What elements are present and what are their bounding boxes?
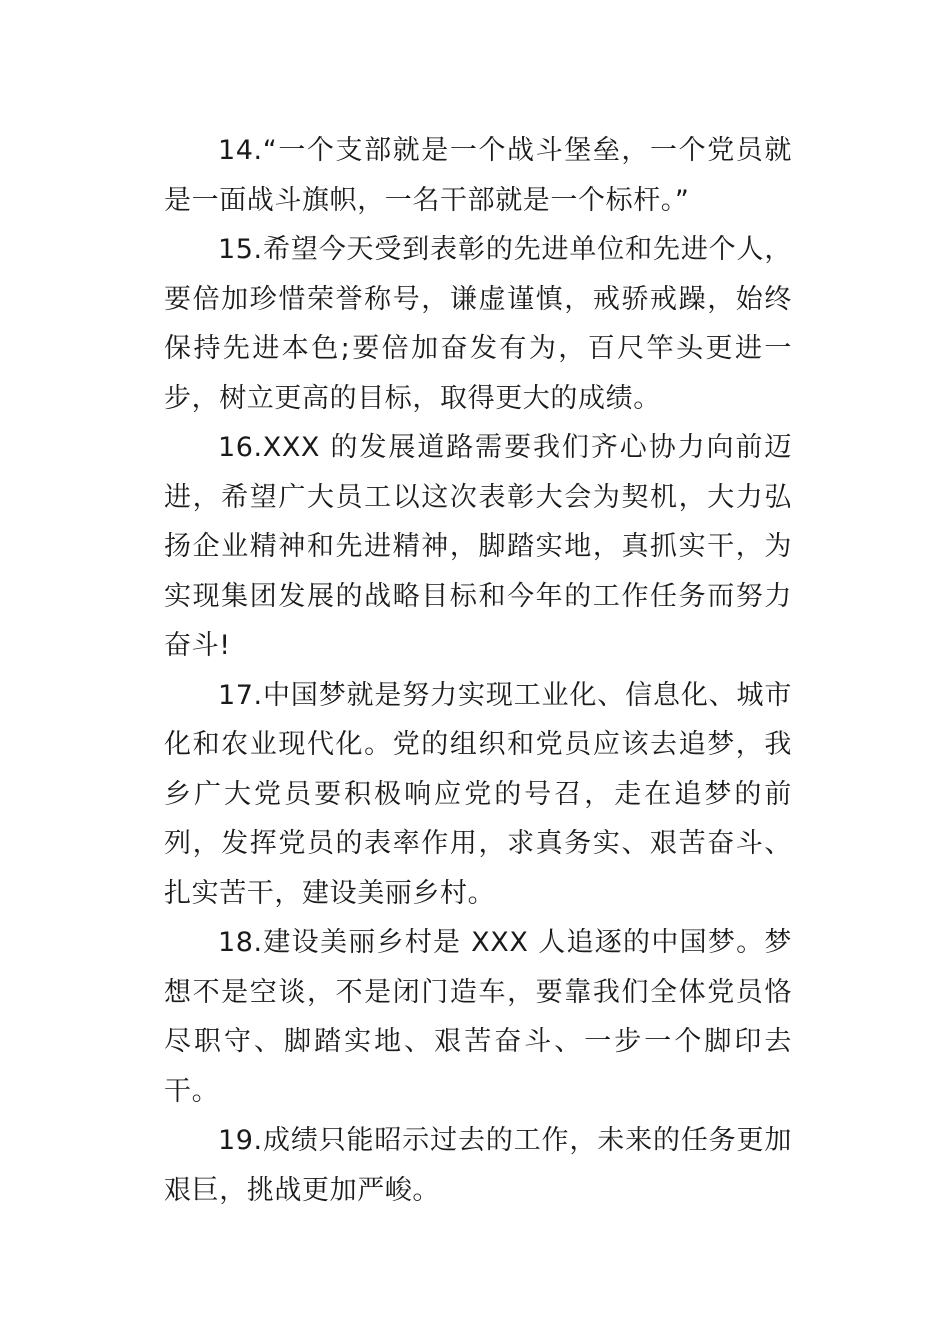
paragraph-19: 19.成绩只能昭示过去的工作，未来的任务更加艰巨，挑战更加严峻。 bbox=[164, 1125, 792, 1206]
paragraph-18: 18.建设美丽乡村是 XXX 人追逐的中国梦。梦想不是空谈，不是闭门造车，要靠我们全体党员恪尽职守、脚踏实地、艰苦奋斗、一步一个脚印去干。 bbox=[164, 927, 792, 1107]
document-body bbox=[164, 126, 792, 1215]
paragraph-17: 17.中国梦就是努力实现工业化、信息化、城市化和农业现代化。党的组织和党员应该去追梦，我乡广大党员要积极响应党的号召，走在追梦的前列，发挥党员的表率作用，求真务实、艰苦奋斗、扎实苦干，建设美丽乡村。 bbox=[164, 679, 792, 909]
paragraph-15: 15.希望今天受到表彰的先进单位和先进个人，要倍加珍惜荣誉称号，谦虚谨慎，戒骄戒躁，始终保持先进本色;要倍加奋发有为，百尺竿头更进一步，树立更高的目标，取得更大的成绩。 bbox=[164, 234, 792, 414]
paragraph-14: 14.“一个支部就是一个战斗堡垒，一个党员就是一面战斗旗帜，一名干部就是一个标杆。” bbox=[164, 135, 792, 216]
paragraph-16: 16.XXX 的发展道路需要我们齐心协力向前迈进，希望广大员工以这次表彰大会为契机，大力弘扬企业精神和先进精神，脚踏实地，真抓实干，为实现集团发展的战略目标和今年的工作任务而努力奋斗! bbox=[164, 432, 792, 661]
